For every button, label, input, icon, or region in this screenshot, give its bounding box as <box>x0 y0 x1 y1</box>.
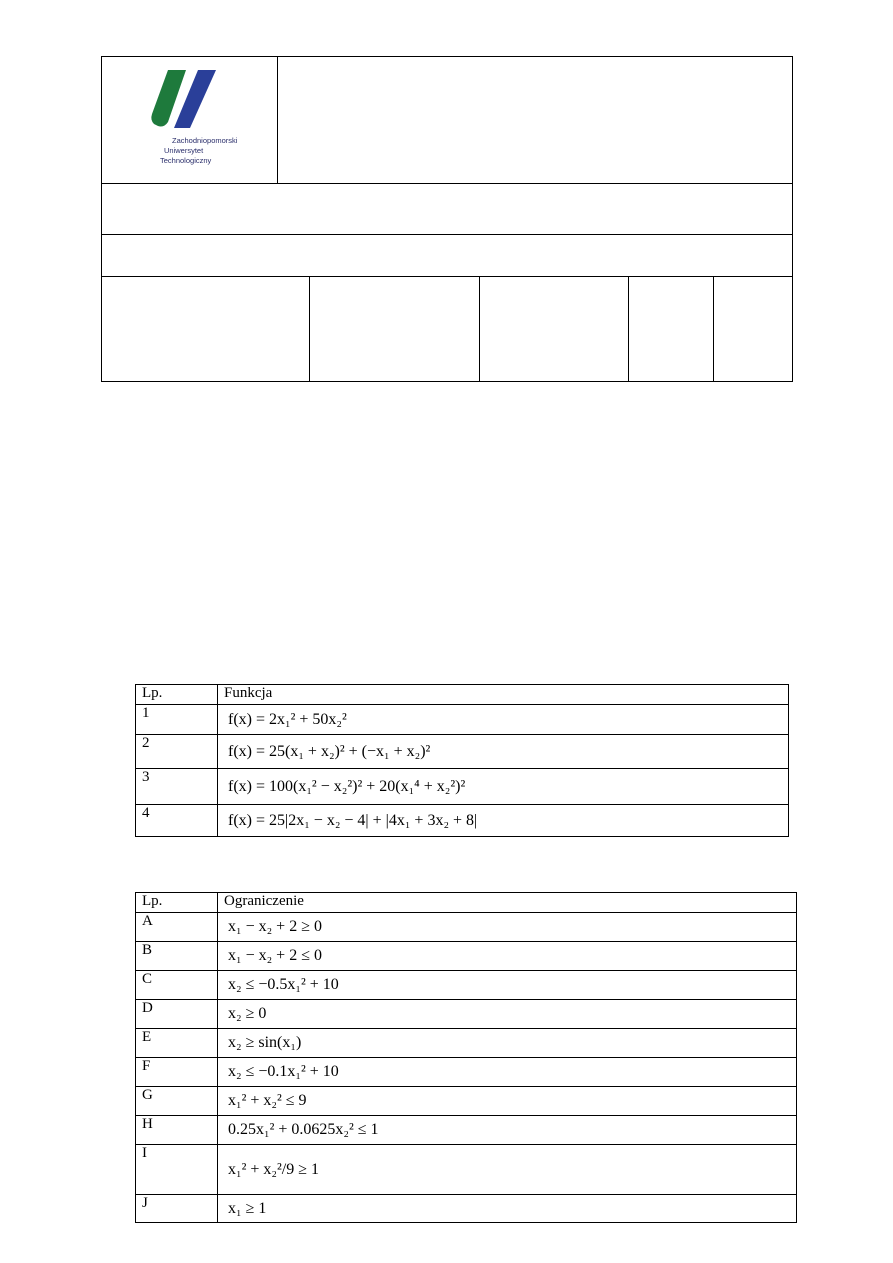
table-row <box>136 1145 797 1195</box>
table-row <box>136 1029 797 1058</box>
table-row <box>136 1087 797 1116</box>
table-row <box>136 942 797 971</box>
table-row <box>136 805 789 837</box>
row-lp: F <box>136 1058 218 1087</box>
constraint-expr: x₁ ≥ 1 <box>218 1195 797 1223</box>
row-lp: E <box>136 1029 218 1058</box>
row-lp: H <box>136 1116 218 1145</box>
constraint-expr: 0.25x₁² + 0.0625x₂² ≤ 1 <box>218 1116 797 1145</box>
row-lp: C <box>136 971 218 1000</box>
table-row <box>136 971 797 1000</box>
row-lp: I <box>136 1145 218 1195</box>
constraints-table <box>135 892 797 1223</box>
table-row <box>136 735 789 769</box>
col-header-ograniczenie: Ograniczenie <box>218 893 797 913</box>
col-header-funkcja: Funkcja <box>218 685 789 705</box>
table-row <box>136 705 789 735</box>
row-lp: 1 <box>136 705 218 735</box>
row-lp: G <box>136 1087 218 1116</box>
row-lp: B <box>136 942 218 971</box>
function-expr: f(x) = 2x₁² + 50x₂² <box>218 705 789 735</box>
row-lp: J <box>136 1195 218 1223</box>
functions-header-row <box>136 685 789 705</box>
function-expr: f(x) = 100(x₁² − x₂²)² + 20(x₁⁴ + x₂²)² <box>218 769 789 805</box>
function-expr: f(x) = 25(x₁ + x₂)² + (−x₁ + x₂)² <box>218 735 789 769</box>
constraint-expr: x₁² + x₂²/9 ≥ 1 <box>218 1145 797 1195</box>
col-header-lp: Lp. <box>136 685 218 705</box>
constraint-expr: x₂ ≥ 0 <box>218 1000 797 1029</box>
constraint-expr: x₂ ≤ −0.1x₁² + 10 <box>218 1058 797 1087</box>
table-row <box>136 1058 797 1087</box>
function-expr: f(x) = 25|2x₁ − x₂ − 4| + |4x₁ + 3x₂ + 8| <box>218 805 789 837</box>
row-lp: D <box>136 1000 218 1029</box>
constraint-expr: x₁² + x₂² ≤ 9 <box>218 1087 797 1116</box>
table-row <box>136 913 797 942</box>
table-row <box>136 1000 797 1029</box>
logo-line-2: Uniwersytet <box>164 146 204 155</box>
logo-line-3: Technologiczny <box>160 156 212 165</box>
constraint-expr: x₁ − x₂ + 2 ≥ 0 <box>218 913 797 942</box>
table-row <box>136 1195 797 1223</box>
constraints-header-row <box>136 893 797 913</box>
row-lp: A <box>136 913 218 942</box>
table-row <box>136 769 789 805</box>
functions-table <box>135 684 789 837</box>
col-header-lp: Lp. <box>136 893 218 913</box>
logo-line-1: Zachodniopomorski <box>172 136 238 145</box>
row-lp: 2 <box>136 735 218 769</box>
logo-text <box>160 136 237 166</box>
constraint-expr: x₂ ≥ sin(x₁) <box>218 1029 797 1058</box>
constraint-expr: x₂ ≤ −0.5x₁² + 10 <box>218 971 797 1000</box>
table-row <box>136 1116 797 1145</box>
constraint-expr: x₁ − x₂ + 2 ≤ 0 <box>218 942 797 971</box>
row-lp: 3 <box>136 769 218 805</box>
row-lp: 4 <box>136 805 218 837</box>
